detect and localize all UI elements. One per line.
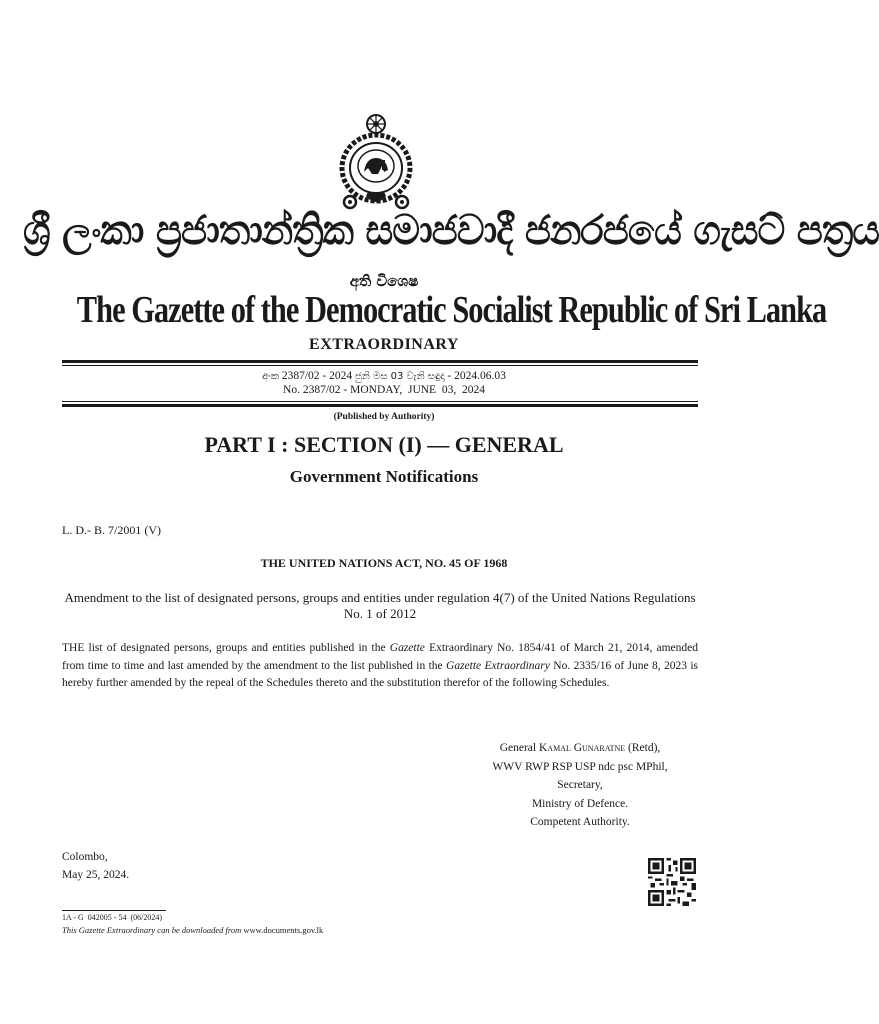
download-url-link[interactable]: www.documents.gov.lk [243,925,324,935]
bottom-rule-thin [62,401,698,402]
signatory-name-line [440,739,720,758]
place: Colombo, [62,851,108,863]
signatory-name: Kamal Gunaratne [538,742,626,754]
body-text-2: Extraordinary No. 1854/41 of March 21, 2014, amended from time to time and last amended by the amendment to the list published in the [62,642,699,672]
body-gazette-italic-2: Gazette Extraordinary [446,659,550,672]
body-text-3: No. 2335/16 of June 8, 2023 is hereby further amended by the repeal of the Schedules thereto and the substitution therefor of the following Schedules. [62,659,699,689]
print-code: 1A - G 042005 - 54 (06/2024) [62,913,162,922]
place-and-date [62,848,129,884]
download-note-text: This Gazette Extraordinary can be downloaded from [62,925,242,935]
top-rule-thick [62,360,698,363]
issue-line-sinhala [0,370,768,382]
signatory-authority: Competent Authority. [530,816,630,828]
state-emblem-icon [338,112,414,212]
issue-prefix-sinhala: අංක [262,371,279,382]
act-title: THE UNITED NATIONS ACT, NO. 45 OF 1968 [260,556,508,570]
signatory-honours: WWV RWP RSP USP ndc psc MPhil, [492,760,668,773]
download-note [62,925,323,935]
body-gazette-italic-1: Gazette [389,642,425,654]
signatory-ministry: Ministry of Defence. [531,797,629,810]
reference-number: L. D.- B. 7/2001 (V) [62,523,161,537]
section-subheading: Government Notifications [289,467,479,486]
issue-line-english: No. 2387/02 - MONDAY, JUNE 03, 2024 [283,384,485,396]
signatory-suffix: (Retd), [628,742,661,754]
qr-code-icon [648,858,696,906]
body-text-1: THE list of designated persons, groups and entities published in the [62,642,386,654]
date: May 25, 2024. [62,869,130,881]
footnote-rule [62,910,166,911]
issue-number-sinhala: 2387/02 - 2024 [281,370,353,382]
issue-date-words-sinhala: ජුනි මස 03 වැනි සඳුදා [354,371,445,382]
amendment-title: Amendment to the list of designated persons, groups and entities under regulation 4(7) of the United Nations Regulations No. 1 of 2012 [64,590,696,621]
notice-body-paragraph [62,640,698,693]
part-heading: PART I : SECTION (I) — GENERAL [204,432,564,457]
bottom-rule-thick [62,404,698,407]
top-rule-thin [62,365,698,366]
signatory-rank: General [499,742,537,754]
published-by-authority: (Published by Authority) [333,412,435,422]
sinhala-gazette-title: ශ්‍රී ලංකා ප්‍රජාතාන්ත්‍රික සමාජවාදී ජනරජයේ ගැසට් පත්‍රය [23,206,879,254]
extraordinary-label: EXTRAORDINARY [309,336,459,353]
signature-block [440,739,720,832]
sinhala-extraordinary-label: අති විශෙෂ [349,272,419,290]
signatory-title: Secretary, [557,779,603,791]
issue-date-number-sinhala: - 2024.06.03 [447,370,506,382]
english-gazette-title: The Gazette of the Democratic Socialist Republic of Sri Lanka [76,289,827,331]
